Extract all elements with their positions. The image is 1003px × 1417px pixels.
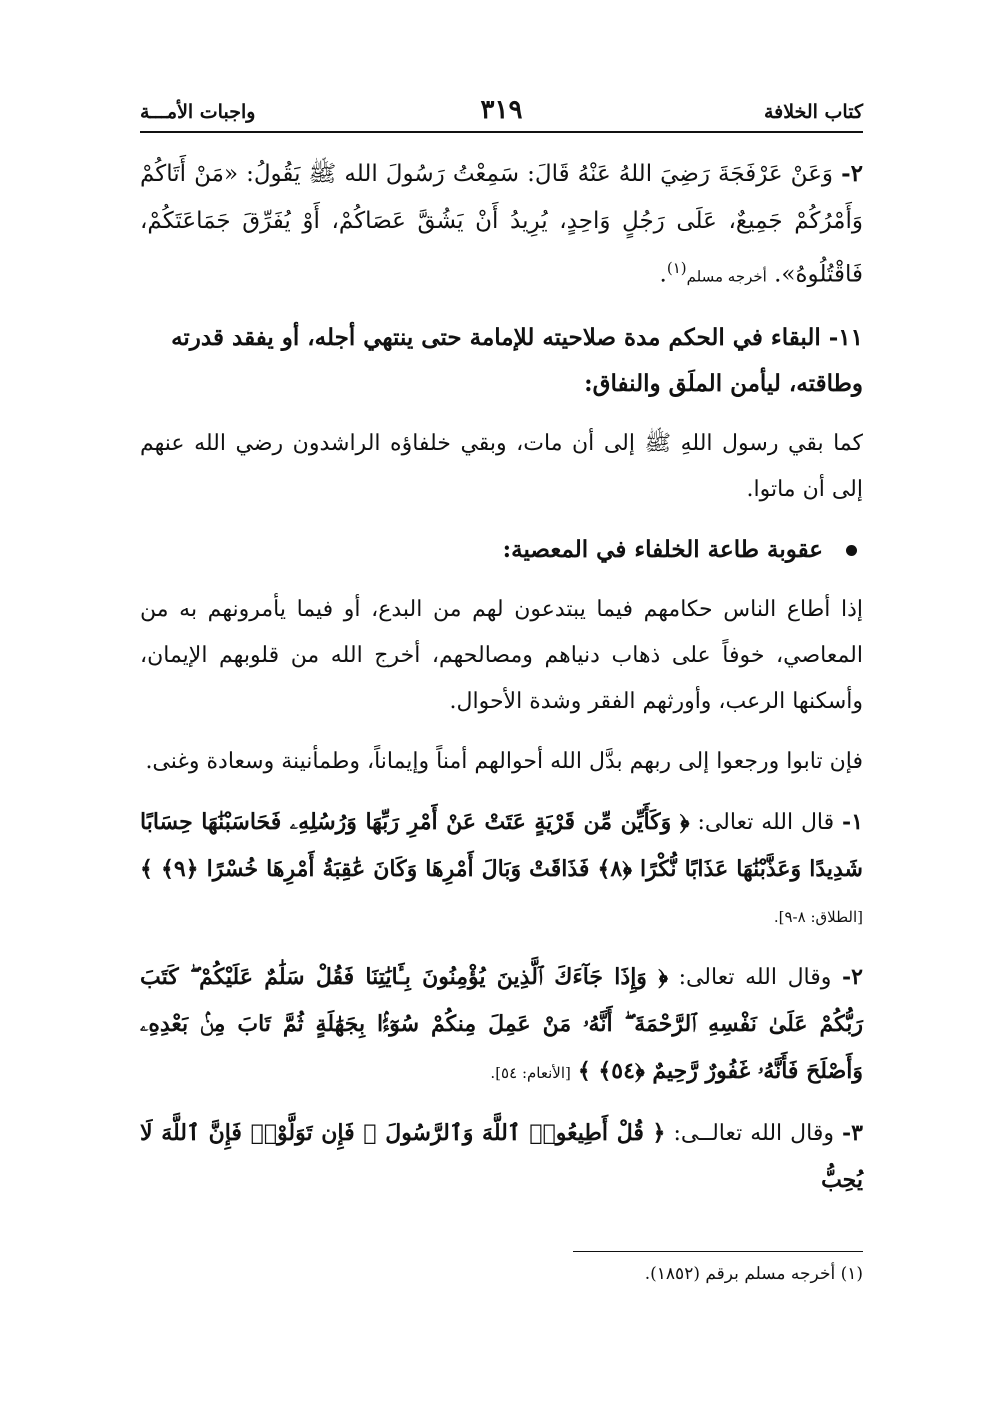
verse-1 [140, 799, 863, 940]
bullet-dot-icon [846, 545, 857, 556]
paragraph-prophet: كما بقي رسول اللهِ ﷺ إلى أن مات، وبقي خلفاؤه الراشدون رضي الله عنهم إلى أن ماتوا. [140, 430, 863, 502]
footnote: (١) أخرجه مسلم برقم (١٨٥٢). [644, 1264, 863, 1284]
header-divider [140, 131, 863, 133]
verse-1-text: ﴿ وَكَأَيِّن مِّن قَرْيَةٍ عَتَتْ عَنْ أَمْرِ رَبِّهَا وَرُسُلِهِۦ فَحَاسَبْنَٰهَا حِسَابًا شَدِيدًا وَعَذَّبْنَٰهَا عَذَابًا نُّكْرًا ﴿٨﴾ فَذَاقَتْ وَبَالَ أَمْرِهَا وَكَانَ عَٰقِبَةُ أَمْرِهَا خُسْرًا ﴿٩﴾ ﴾ [140, 808, 863, 882]
verse-2 [140, 954, 863, 1096]
verse-3-intro: وقال الله تعالــى: [673, 1120, 834, 1146]
hadith-2: ٢- وَعَنْ عَرْفَجَةَ رَضِيَ اللهُ عَنْهُ قَالَ: سَمِعْتُ رَسُولَ الله ﷺ يَقُولُ: «مَنْ أَتَاكُمْ وَأَمْرُكُمْ جَمِيعٌ، عَلَى رَجُلٍ وَاحِدٍ، يُرِيدُ أَنْ يَشُقَّ عَصَاكُمْ، أَوْ يُفَرِّقَ جَمَاعَتَكُمْ، فَاقْتُلُوهُ». أخرجه مسلم$^{(١)}$. [140, 160, 864, 288]
verse-1-intro: قال الله تعالى: [697, 809, 835, 835]
footnote-marker[interactable]: (١) [666, 259, 687, 277]
paragraph-obedience: إذا أطاع الناس حكامهم فيما يبتدعون لهم من البدع، أو فيما يأمرونهم به من المعاصي، خوفاً على ذهاب دنياهم ومصالحهم، أخرج الله من قلوبهم الإيمان، وأسكنها الرعب، وأورثهم الفقر وشدة الأحوال. [140, 596, 863, 714]
bullet-heading-text: عقوبة طاعة الخلفاء في المعصية: [502, 535, 823, 563]
verse-2-number: ٢- [842, 963, 863, 990]
verse-3 [140, 1110, 863, 1204]
verse-3-text: ﴿ قُلْ أَطِيعُوا۟ ٱللَّهَ وَٱلرَّسُولَ ۖ فَإِن تَوَلَّوْا۟ فَإِنَّ ٱللَّهَ لَا يُحِبُّ [140, 1119, 863, 1193]
bullet-heading [140, 527, 863, 573]
chapter-title: واجبات الأمـــة [140, 101, 256, 123]
verse-2-intro: وقال الله تعالى: [678, 964, 832, 990]
footnote-divider [573, 1251, 863, 1252]
page-header [140, 95, 863, 131]
verse-2-text: ﴿ وَإِذَا جَآءَكَ ٱلَّذِينَ يُؤْمِنُونَ بِـَٔايَٰتِنَا فَقُلْ سَلَٰمٌ عَلَيْكُمْ ۖ كَتَبَ رَبُّكُمْ عَلَىٰ نَفْسِهِ ٱلرَّحْمَةَ ۖ أَنَّهُۥ مَنْ عَمِلَ مِنكُمْ سُوٓءًۢا بِجَهَٰلَةٍ ثُمَّ تَابَ مِنۢ بَعْدِهِۦ وَأَصْلَحَ فَأَنَّهُۥ غَفُورٌ رَّحِيمٌ ﴿٥٤﴾ ﴾ [140, 963, 863, 1084]
hadith-2-source: أخرجه مسلم [686, 267, 767, 286]
verse-2-reference: [الأنعام: ٥٤]. [490, 1063, 571, 1082]
paragraph-repentance: فإن تابوا ورجعوا إلى ربهم بدَّل الله أحوالهم أمناً وإيماناً، وطمأنينة وسعادة وغنى. [145, 748, 863, 774]
hadith-2-number: ٢- [841, 160, 864, 187]
verse-1-number: ١- [842, 808, 864, 835]
page-body [140, 150, 863, 1218]
hadith-2-text: وَعَنْ عَرْفَجَةَ رَضِيَ اللهُ عَنْهُ قَالَ: سَمِعْتُ رَسُولَ الله ﷺ يَقُولُ: «مَنْ أَتَاكُمْ وَأَمْرُكُمْ جَمِيعٌ، عَلَى رَجُلٍ وَاحِدٍ، يُرِيدُ أَنْ يَشُقَّ عَصَاكُمْ، أَوْ يُفَرِّقَ جَمَاعَتَكُمْ، فَاقْتُلُوهُ». [140, 161, 863, 288]
book-title: كتاب الخلافة [763, 101, 863, 123]
section-heading-11: ١١- البقاء في الحكم مدة صلاحيته للإمامة حتى ينتهي أجله، أو يفقد قدرته وطاقته، ليأمن الملَق والنفاق: [171, 323, 863, 397]
verse-3-number: ٣- [842, 1119, 863, 1146]
page-number: ٣١٩ [480, 95, 523, 125]
verse-1-reference: [الطلاق: ٨-٩]. [773, 907, 863, 926]
